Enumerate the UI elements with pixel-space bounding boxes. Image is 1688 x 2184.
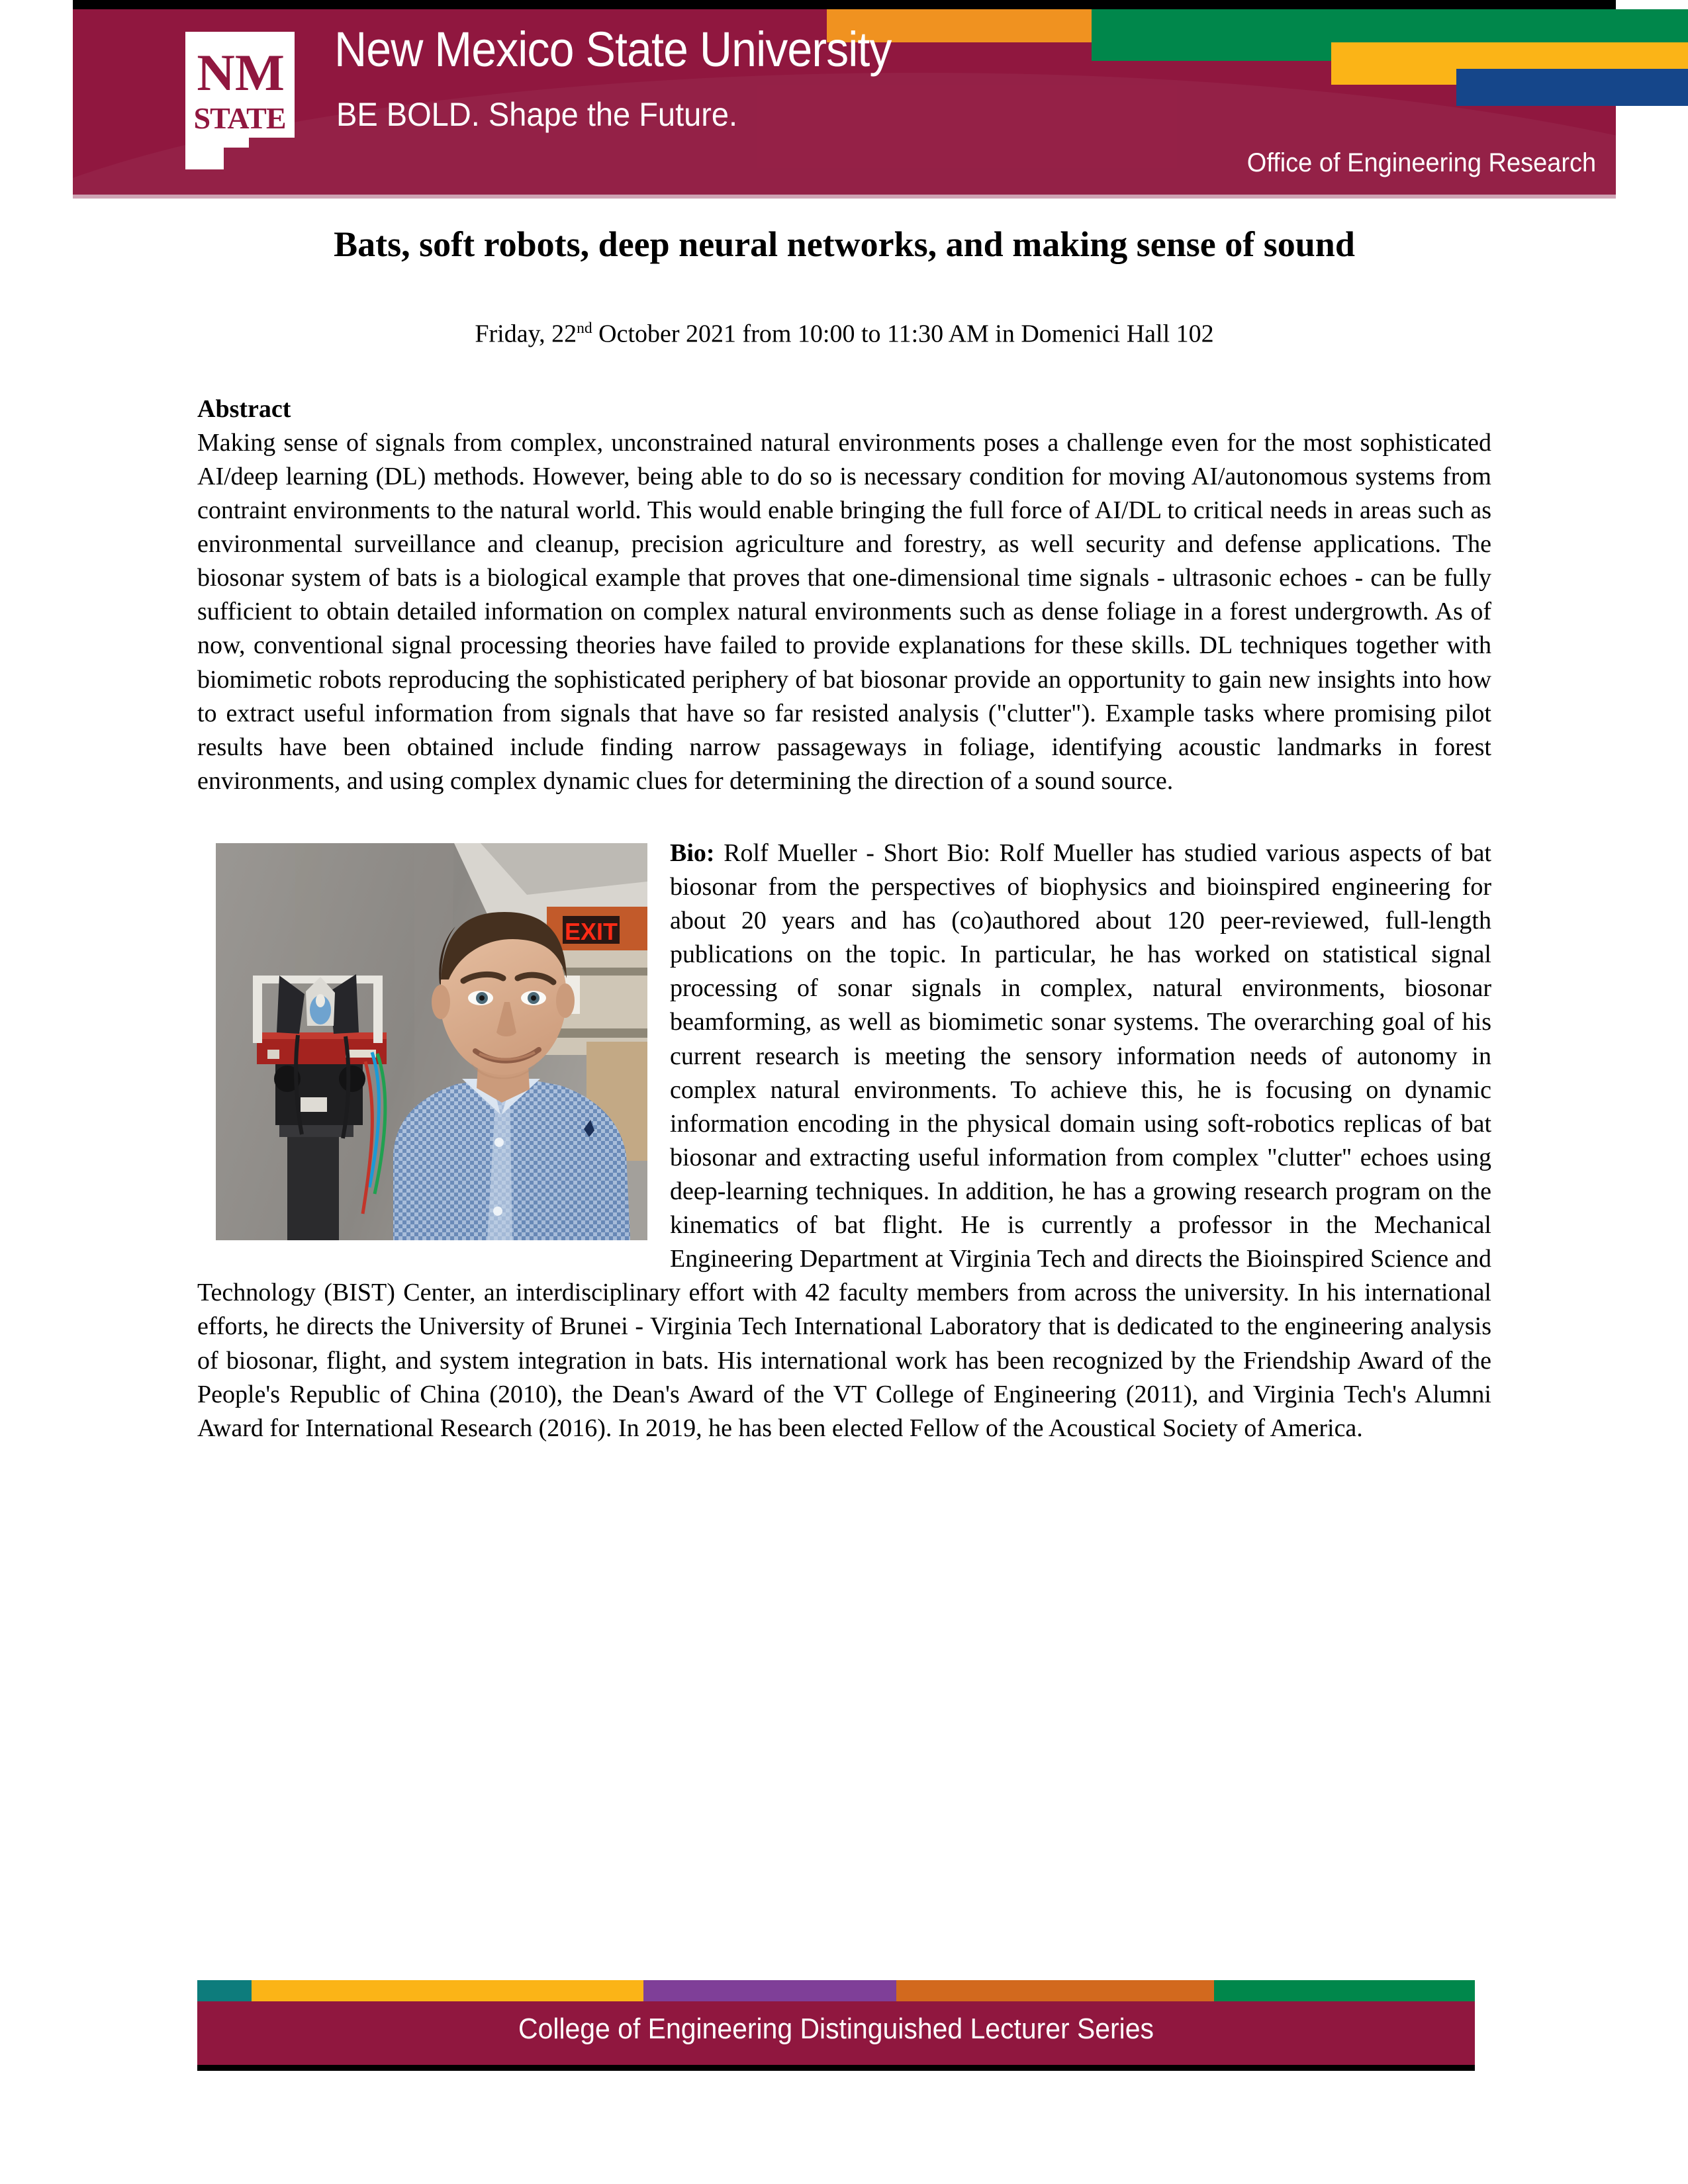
footer-color-strip xyxy=(197,1980,1475,2001)
speaker-photo xyxy=(216,843,647,1240)
footer-bottom-black-strip xyxy=(197,2065,1475,2071)
lecturer-series-label: College of Engineering Distinguished Lecturer Series xyxy=(518,2013,1154,2045)
talk-when-suffix: October 2021 from 10:00 to 11:30 AM in Domenici Hall 102 xyxy=(592,320,1214,348)
footer-strip-segment-4 xyxy=(1214,1980,1475,2001)
footer-banner xyxy=(197,1980,1475,2071)
bio-label: Bio: xyxy=(670,839,715,867)
talk-date-ordinal: nd xyxy=(577,320,592,338)
svg-text:NM: NM xyxy=(197,44,285,102)
nmsu-header-banner xyxy=(73,0,1616,199)
svg-text:EXIT: EXIT xyxy=(564,917,618,945)
document-body xyxy=(197,212,1491,1445)
footer-strip-segment-3 xyxy=(896,1980,1214,2001)
header-bottom-rule xyxy=(73,195,1616,199)
bio-body: Rolf Mueller - Short Bio: Rolf Mueller has studied various aspects of bat biosonar from the perspectives of biophysics and bioinspired engineering for about 20 years and has (co)authored about 120 peer-reviewed, full-length publications on the topic. In particular, he has worked on statistical signal processing of sonar signals in complex, natural environments, biosonar beamforming, as well as biomimetic sonar systems. The overarching goal of his current research is meeting the sensory information needs of autonomy in complex natural environments. To achieve this, he is focusing on dynamic information encoding in the physical domain using soft-robotics replicas of bat biosonar and extracting useful information from complex "clutter" echoes using deep-learning techniques. In addition, he has a growing research program on the kinematics of bat flight. He is currently a professor in the Mechanical Engineering Department at Virginia Tech and directs the Bioinspired Science and Technology (BIST) Center, an interdisciplinary effort with 42 faculty members from across the university. In his international efforts, he directs the University of Brunei - Virginia Tech International Laboratory that is dedicated to the engineering analysis of biosonar, flight, and system integration in bats. His international work has been recognized by the Friendship Award of the People's Republic of China (2010), the Dean's Award of the VT College of Engineering (2011), and Virginia Tech's Alumni Award for International Research (2016). In 2019, he has been elected Fellow of the Acoustical Society of America. xyxy=(197,839,1491,1442)
header-color-bar-blue xyxy=(1456,69,1688,106)
university-tagline: BE BOLD. Shape the Future. xyxy=(336,96,738,133)
svg-text:STATE: STATE xyxy=(193,101,286,135)
university-wordmark: New Mexico State University xyxy=(334,22,892,77)
bio-block xyxy=(197,837,1491,1445)
header-top-black-strip xyxy=(73,0,1616,9)
footer-strip-segment-0 xyxy=(197,1980,252,2001)
talk-when-prefix: Friday, 22 xyxy=(475,320,577,348)
footer-strip-segment-2 xyxy=(643,1980,896,2001)
talk-datetime-location xyxy=(197,319,1491,349)
footer-strip-segment-1 xyxy=(252,1980,643,2001)
talk-title: Bats, soft robots, deep neural networks, and making sense of sound xyxy=(334,224,1355,264)
abstract-body: Making sense of signals from complex, unconstrained natural environments poses a challenge even for the most sophisticated AI/deep learning (DL) methods. However, being able to do so is necessary condition for moving AI/autonomous systems from contraint environments to the natural world. This would enable bringing the full force of AI/DL to critical needs in areas such as environmental surveillance and cleanup, precision agriculture and forestry, as well security and defense applications. The biosonar system of bats is a biological example that proves that one-dimensional time signals - ultrasonic echoes - can be fully sufficient to obtain detailed information on complex natural environments such as dense foliage in a forest undergrowth. As of now, conventional signal processing theories have failed to provide explanations for these skills. DL techniques together with biomimetic robots reproducing the sophisticated periphery of bat biosonar provide an opportunity to gain new insights into how to extract useful information from signals that have so far resisted analysis ("clutter"). Example tasks where promising pilot results have been obtained include finding narrow passageways in foliage, identifying acoustic landmarks in forest environments, and using complex dynamic clues for determining the direction of a sound source. xyxy=(197,428,1491,795)
nmsu-state-outline-logo-icon xyxy=(185,32,295,169)
office-of-engineering-research-label: Office of Engineering Research xyxy=(1246,148,1596,177)
abstract-heading: Abstract xyxy=(197,395,291,424)
